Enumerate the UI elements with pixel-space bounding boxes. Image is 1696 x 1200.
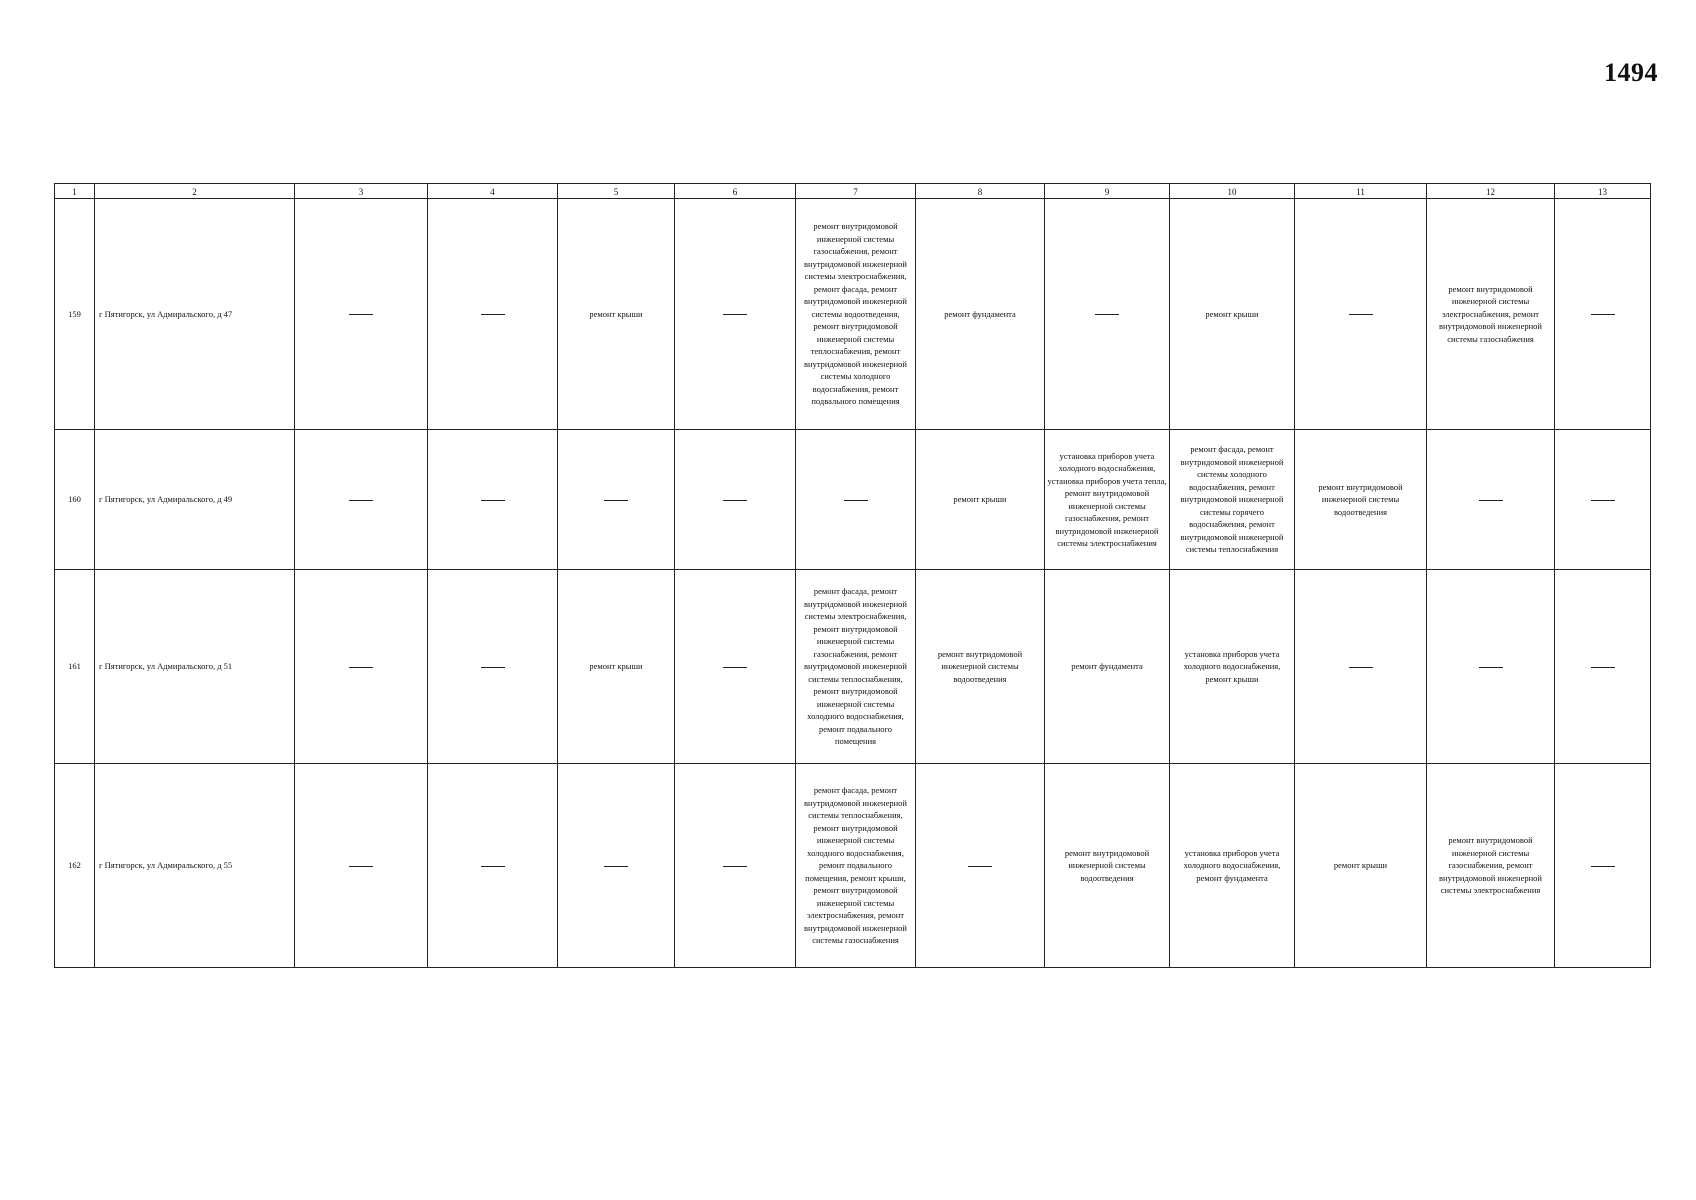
empty-dash [349, 667, 373, 668]
cell-col-3 [295, 199, 428, 430]
column-header: 12 [1427, 184, 1555, 199]
empty-dash [1479, 667, 1503, 668]
empty-dash [1349, 314, 1373, 315]
cell-col-8 [916, 764, 1045, 968]
cell-col-13 [1555, 764, 1651, 968]
cell-col-13 [1555, 570, 1651, 764]
table-row [55, 764, 1651, 968]
cell-col-3 [295, 570, 428, 764]
column-header: 3 [295, 184, 428, 199]
cell-col-11 [1295, 199, 1427, 430]
address-cell: г Пятигорск, ул Адмиральского, д 49 [95, 430, 295, 570]
row-number: 162 [55, 764, 95, 968]
empty-dash [481, 500, 505, 501]
empty-dash [844, 500, 868, 501]
address-cell: г Пятигорск, ул Адмиральского, д 51 [95, 570, 295, 764]
cell-col-8: ремонт фундамента [916, 199, 1045, 430]
column-header: 13 [1555, 184, 1651, 199]
cell-col-10: ремонт крыши [1170, 199, 1295, 430]
cell-col-8: ремонт крыши [916, 430, 1045, 570]
table-row [55, 570, 1651, 764]
cell-col-7: ремонт фасада, ремонт внутридомовой инженерной системы электроснабжения, ремонт внутридомовой инженерной системы газоснабжения, ремонт внутридомовой инженерной системы теплоснабжения, ремонт внутридомовой инженерной системы холодного водоснабжения, ремонт подвального помещения [796, 570, 916, 764]
cell-col-6 [675, 199, 796, 430]
cell-col-6 [675, 570, 796, 764]
cell-col-11: ремонт внутридомовой инженерной системы водоотведения [1295, 430, 1427, 570]
empty-dash [349, 500, 373, 501]
table-row [55, 430, 1651, 570]
cell-col-3 [295, 430, 428, 570]
empty-dash [723, 500, 747, 501]
cell-col-12: ремонт внутридомовой инженерной системы электроснабжения, ремонт внутридомовой инженерной системы газоснабжения [1427, 199, 1555, 430]
empty-dash [1349, 667, 1373, 668]
cell-col-5 [558, 764, 675, 968]
cell-col-5: ремонт крыши [558, 570, 675, 764]
cell-col-4 [428, 764, 558, 968]
cell-col-10: установка приборов учета холодного водоснабжения, ремонт крыши [1170, 570, 1295, 764]
cell-col-7: ремонт внутридомовой инженерной системы газоснабжения, ремонт внутридомовой инженерной системы электроснабжения, ремонт фасада, ремонт внутридомовой инженерной системы водоотведения, ремонт внутридомовой инженерной системы теплоснабжения, ремонт внутридомовой инженерной системы холодного водоснабжения, ремонт подвального помещения [796, 199, 916, 430]
row-number: 161 [55, 570, 95, 764]
empty-dash [604, 866, 628, 867]
cell-col-8: ремонт внутридомовой инженерной системы водоотведения [916, 570, 1045, 764]
empty-dash [604, 500, 628, 501]
cell-col-6 [675, 430, 796, 570]
cell-col-12: ремонт внутридомовой инженерной системы газоснабжения, ремонт внутридомовой инженерной системы электроснабжения [1427, 764, 1555, 968]
empty-dash [1095, 314, 1119, 315]
empty-dash [349, 314, 373, 315]
cell-col-11: ремонт крыши [1295, 764, 1427, 968]
empty-dash [481, 314, 505, 315]
table-row [55, 199, 1651, 430]
column-header: 7 [796, 184, 916, 199]
empty-dash [968, 866, 992, 867]
repair-schedule-table [54, 183, 1651, 968]
row-number: 160 [55, 430, 95, 570]
cell-col-12 [1427, 430, 1555, 570]
cell-col-4 [428, 570, 558, 764]
empty-dash [1591, 667, 1615, 668]
cell-col-9: ремонт внутридомовой инженерной системы водоотведения [1045, 764, 1170, 968]
column-header: 9 [1045, 184, 1170, 199]
cell-col-13 [1555, 199, 1651, 430]
cell-col-5 [558, 430, 675, 570]
cell-col-10: ремонт фасада, ремонт внутридомовой инженерной системы холодного водоснабжения, ремонт внутридомовой инженерной системы горячего водоснабжения, ремонт внутридомовой инженерной системы теплоснабжения [1170, 430, 1295, 570]
column-header: 11 [1295, 184, 1427, 199]
cell-col-4 [428, 199, 558, 430]
column-header: 8 [916, 184, 1045, 199]
column-number-row [55, 184, 1651, 199]
cell-col-10: установка приборов учета холодного водоснабжения, ремонт фундамента [1170, 764, 1295, 968]
column-header: 10 [1170, 184, 1295, 199]
column-header: 2 [95, 184, 295, 199]
cell-col-9: установка приборов учета холодного водоснабжения, установка приборов учета тепла, ремонт внутридомовой инженерной системы газоснабжения, ремонт внутридомовой инженерной системы электроснабжения [1045, 430, 1170, 570]
empty-dash [1479, 500, 1503, 501]
column-header: 1 [55, 184, 95, 199]
empty-dash [349, 866, 373, 867]
empty-dash [1591, 500, 1615, 501]
cell-col-11 [1295, 570, 1427, 764]
cell-col-4 [428, 430, 558, 570]
column-header: 6 [675, 184, 796, 199]
address-cell: г Пятигорск, ул Адмиральского, д 55 [95, 764, 295, 968]
cell-col-6 [675, 764, 796, 968]
empty-dash [481, 866, 505, 867]
row-number: 159 [55, 199, 95, 430]
cell-col-12 [1427, 570, 1555, 764]
cell-col-3 [295, 764, 428, 968]
empty-dash [481, 667, 505, 668]
cell-col-5: ремонт крыши [558, 199, 675, 430]
column-header: 4 [428, 184, 558, 199]
empty-dash [723, 667, 747, 668]
empty-dash [723, 314, 747, 315]
empty-dash [723, 866, 747, 867]
cell-col-7 [796, 430, 916, 570]
empty-dash [1591, 314, 1615, 315]
cell-col-13 [1555, 430, 1651, 570]
page-number: 1494 [1604, 58, 1658, 87]
cell-col-9 [1045, 199, 1170, 430]
empty-dash [1591, 866, 1615, 867]
cell-col-9: ремонт фундамента [1045, 570, 1170, 764]
address-cell: г Пятигорск, ул Адмиральского, д 47 [95, 199, 295, 430]
cell-col-7: ремонт фасада, ремонт внутридомовой инженерной системы теплоснабжения, ремонт внутридомовой инженерной системы холодного водоснабжения, ремонт подвального помещения, ремонт крыши, ремонт внутридомовой инженерной системы электроснабжения, ремонт внутридомовой инженерной системы газоснабжения [796, 764, 916, 968]
column-header: 5 [558, 184, 675, 199]
